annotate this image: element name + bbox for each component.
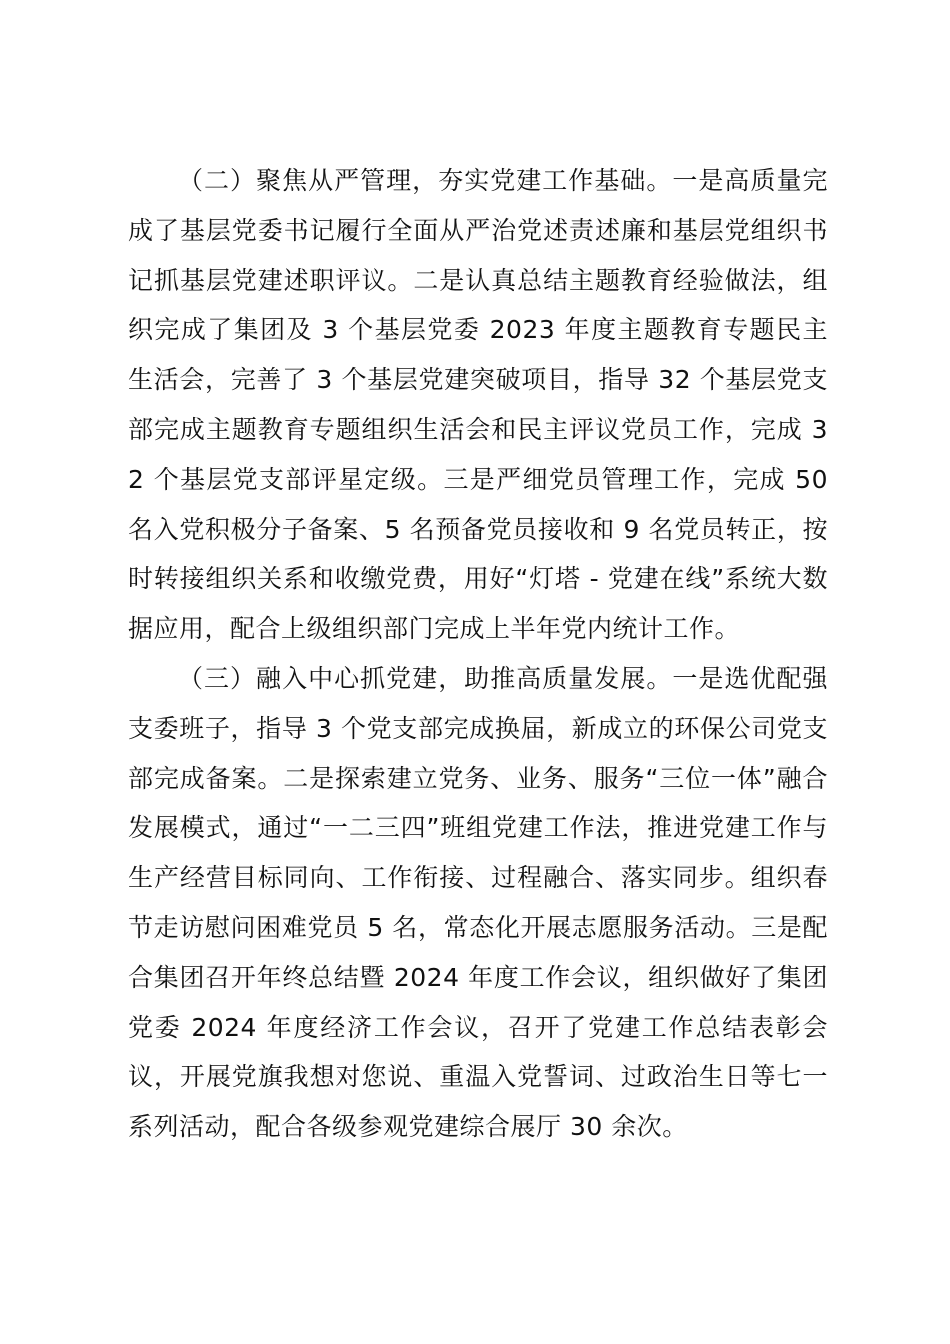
paragraph-section-two: （二）聚焦从严管理，夯实党建工作基础。一是高质量完成了基层党委书记履行全面从严治党述责述廉和基层党组织书记抓基层党建述职评议。二是认真总结主题教育经验做法，组织完成了集团及 3 个基层党委 2023 年度主题教育专题民主生活会，完善了 3 个基层党建突破项目，指导 32 个基层党支部完成主题教育专题组织生活会和民主评议党员工作，完成 32 个基层党支部评星定级。三是严细党员管理工作，完成 50 名入党积极分子备案、5 名预备党员接收和 9 名党员转正，按时转接组织关系和收缴党费，用好“灯塔 - 党建在线”系统大数据应用，配合上级组织部门完成上半年党内统计工作。 xyxy=(128,166,828,644)
paragraph-section-three: （三）融入中心抓党建，助推高质量发展。一是选优配强支委班子，指导 3 个党支部完成换届，新成立的环保公司党支部完成备案。二是探索建立党务、业务、服务“三位一体”融合发展模式，通过“一二三四”班组党建工作法，推进党建工作与生产经营目标同向、工作衔接、过程融合、落实同步。组织春节走访慰问困难党员 5 名，常态化开展志愿服务活动。三是配合集团召开年终总结暨 2024 年度工作会议，组织做好了集团党委 2024 年度经济工作会议，召开了党建工作总结表彰会议，开展党旗我想对您说、重温入党誓词、过政治生日等七一系列活动，配合各级参观党建综合展厅 30 余次。 xyxy=(128,663,828,1142)
document-body xyxy=(128,156,828,1152)
